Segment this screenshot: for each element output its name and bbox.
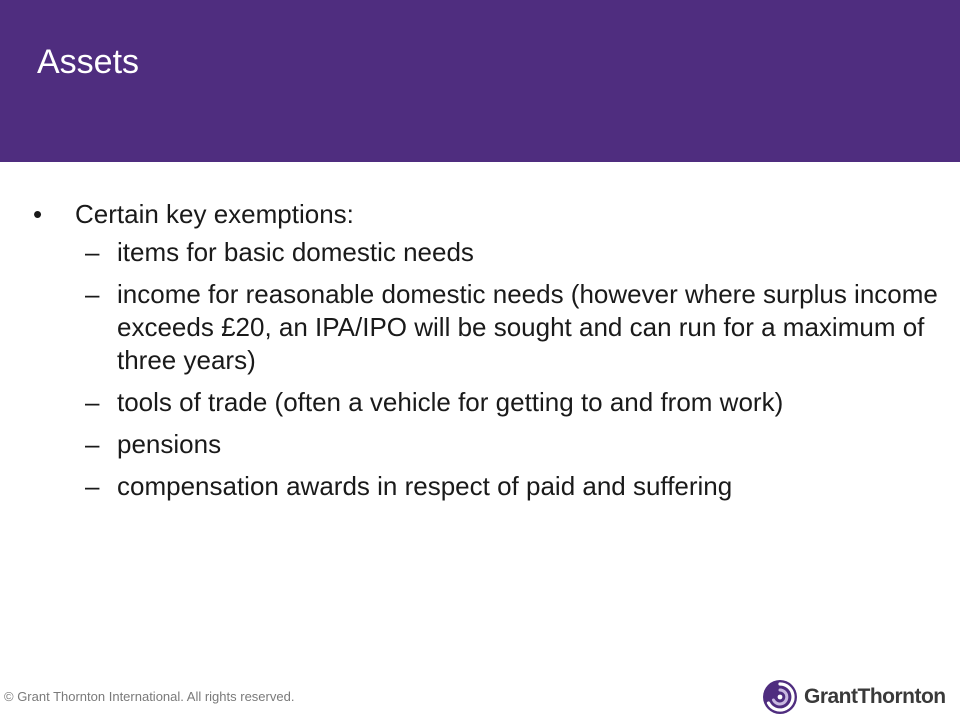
- sub-bullet-text: income for reasonable domestic needs (however where surplus income exceeds £20, an IPA/IPO will be sought and can run for a maximum of three years): [117, 279, 938, 375]
- header-band: [0, 0, 960, 162]
- main-bullet: [0, 196, 960, 232]
- logo-text: GrantThornton: [804, 685, 946, 708]
- slide-content: [0, 196, 960, 512]
- grant-thornton-logo: [762, 678, 946, 716]
- sub-bullet-text: compensation awards in respect of paid and suffering: [117, 471, 733, 501]
- sub-bullet-text: tools of trade (often a vehicle for getting to and from work): [117, 387, 784, 417]
- sub-bullet-item: [0, 386, 960, 419]
- dash-marker: –: [85, 237, 100, 267]
- dash-marker: –: [85, 471, 100, 501]
- slide-title: Assets: [37, 43, 140, 81]
- bullet-marker: •: [33, 199, 43, 229]
- sub-bullet-item: [0, 278, 960, 377]
- sub-bullet-item: [0, 428, 960, 461]
- dash-marker: –: [85, 429, 100, 459]
- grant-thornton-swirl-icon: [762, 679, 798, 715]
- footer-copyright: © Grant Thornton International. All rights reserved.: [4, 689, 295, 704]
- sub-bullet-list: [0, 236, 960, 503]
- sub-bullet-item: [0, 236, 960, 269]
- sub-bullet-text: pensions: [117, 429, 222, 459]
- main-bullet-text: Certain key exemptions:: [75, 199, 354, 229]
- sub-bullet-text: items for basic domestic needs: [117, 237, 474, 267]
- dash-marker: –: [85, 387, 100, 417]
- sub-bullet-item: [0, 470, 960, 503]
- dash-marker: –: [85, 279, 100, 309]
